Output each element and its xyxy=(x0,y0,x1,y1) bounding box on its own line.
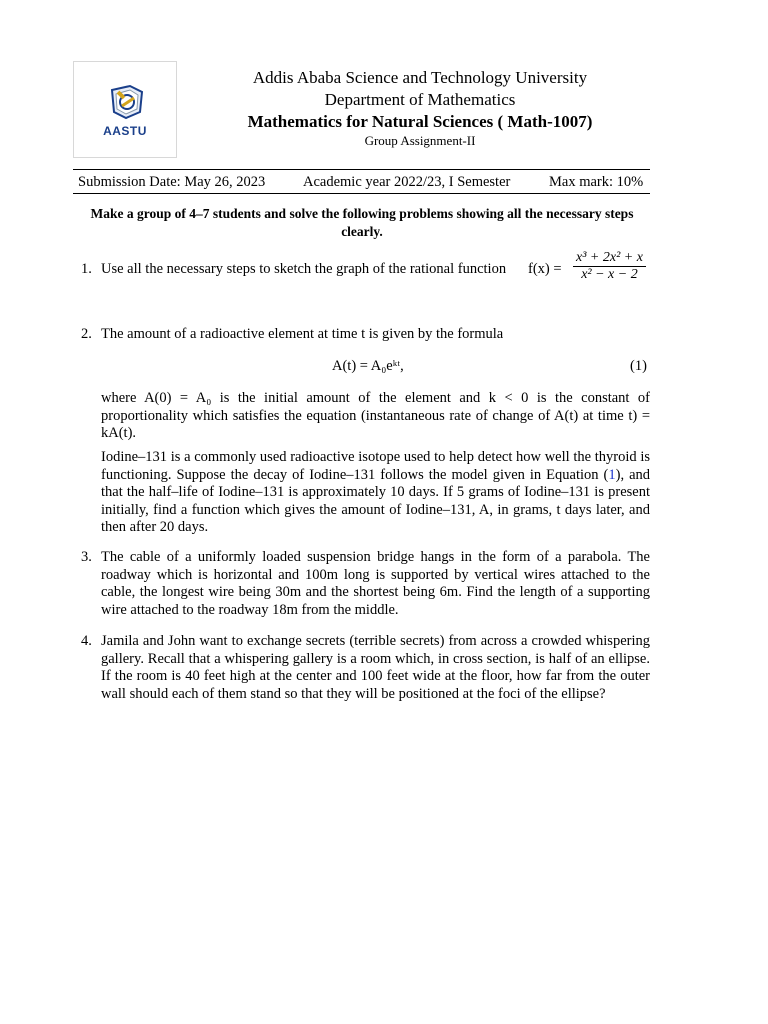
fraction-numerator: x³ + 2x² + x xyxy=(576,250,643,265)
problem-2-iodine xyxy=(101,449,650,537)
problem-4-number: 4. xyxy=(81,633,92,649)
problem-4-text: Jamila and John want to exchange secrets (terrible secrets) from across a crowded whispering gallery. Recall that a whispering gallery is a room which, in cross section, is half of an ellipse. If the room is 40 feet high at the center and 100 feet wide at the floor, how far from the outer wall should each of them stand so that they will be positioned at the foci of the ellipse? xyxy=(101,633,650,702)
university-name: Addis Ababa Science and Technology University xyxy=(252,68,588,87)
aastu-emblem-icon xyxy=(104,82,148,122)
problem-3-text: The cable of a uniformly loaded suspension bridge hangs in the form of a parabola. The roadway which is horizontal and 100m long is supported by vertical wires attached to the cable, the longest wire being 30m and the shortest being 6m. Find the length of a supporting wire attached to the roadway 18m from the middle. xyxy=(101,549,650,618)
decay-equation: A(t) = A₀eᵏᵗ, xyxy=(332,358,404,374)
problem-1-function-lhs: f(x) = xyxy=(528,261,562,277)
fraction-denominator: x² − x − 2 xyxy=(573,266,646,283)
submission-date: Submission Date: May 26, 2023 xyxy=(78,174,266,190)
problem-2-where: where A(0) = A₀ is the initial amount of the element and k < 0 is the constant of proportionality which satisfies the equation (instantaneous rate of change of A(t) at time t) = kA(t). xyxy=(101,390,650,441)
problem-2-intro: The amount of a radioactive element at time t is given by the formula xyxy=(101,326,504,342)
iodine-text-start: Iodine–131 is a commonly used radioactive isotope used to help detect how well the thyroid is functioning. Suppose the decay of Iodine–131 follows the model given in Equation ( xyxy=(101,449,650,483)
instructions: Make a group of 4–7 students and solve the following problems showing all the necessary steps clearly. xyxy=(90,206,634,239)
problem-1-fraction xyxy=(573,250,646,283)
academic-year: Academic year 2022/23, I Semester xyxy=(303,174,511,190)
logo-wordmark: AASTU xyxy=(103,124,147,138)
equation-number: (1) xyxy=(630,358,647,374)
meta-bottom-rule xyxy=(73,193,650,194)
max-mark: Max mark: 10% xyxy=(549,174,644,190)
problem-1-number: 1. xyxy=(81,261,92,277)
course-title: Mathematics for Natural Sciences ( Math-1007) xyxy=(247,112,593,131)
problem-1-text: Use all the necessary steps to sketch the graph of the rational function xyxy=(101,261,507,277)
problem-3-number: 3. xyxy=(81,549,92,565)
problem-2-number: 2. xyxy=(81,326,92,342)
university-logo xyxy=(73,61,177,158)
iodine-text-end: ), and that the half–life of Iodine–131 is approximately 10 days. If 5 grams of Iodine–131 is present initially, find a function which gives the amount of Iodine–131, A, in grams, t days later, and then after 20 days. xyxy=(101,466,651,535)
department-name: Department of Mathematics xyxy=(324,90,516,109)
equation-reference-link[interactable]: 1 xyxy=(608,466,616,483)
assignment-title: Group Assignment-II xyxy=(364,133,476,148)
meta-top-rule xyxy=(73,169,650,170)
